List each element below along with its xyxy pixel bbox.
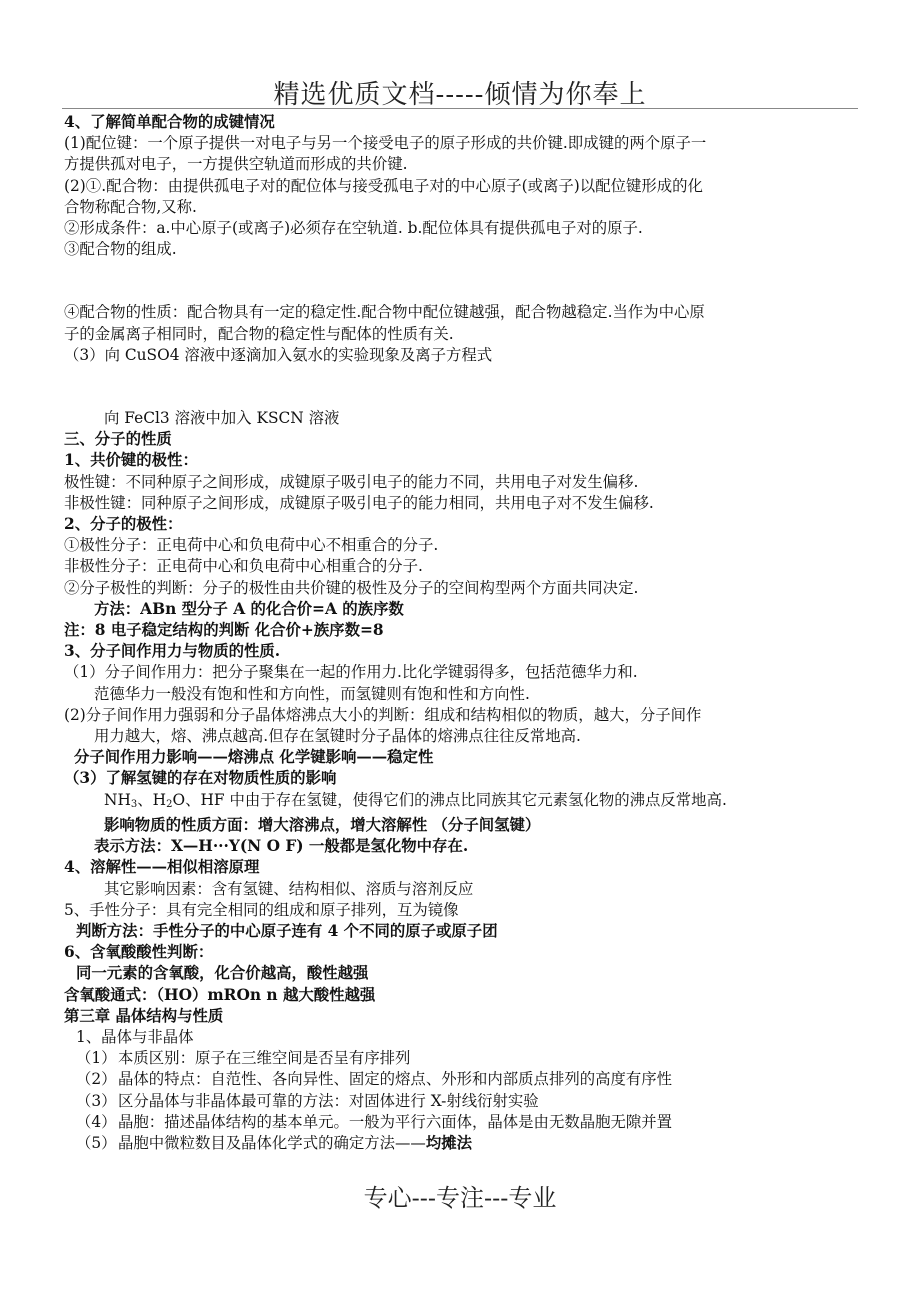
- list-number: （2）: [76, 1070, 117, 1089]
- paragraph-line: [64, 790, 854, 815]
- page-header: 精选优质文档-----倾情为你奉上: [273, 80, 647, 110]
- paragraph-line: (1)配位键：一个原子提供一对电子与另一个接受电子的原子形成的共价键.即成键的两个原子一: [64, 134, 707, 153]
- list-number: （4）: [76, 1112, 117, 1131]
- formula-text: NH: [104, 790, 131, 809]
- paragraph-line: 极性键：不同种原子之间形成，成键原子吸引电子的能力不同，共用电子对发生偏移.: [64, 472, 639, 491]
- paragraph-line: 合物称配合物,又称.: [64, 197, 197, 216]
- page-footer: 专心---专注---专业: [363, 1184, 557, 1212]
- note-line: 注：8 电子稳定结构的判断 化合价+族序数=8: [64, 621, 384, 640]
- paragraph-line: 用力越大，熔、沸点越高.但存在氢键时分子晶体的熔沸点往往反常地高.: [94, 727, 581, 746]
- list-item: [64, 1091, 854, 1112]
- paragraph-line: （1）分子间作用力：把分子聚集在一起的作用力.比化学键弱得多，包括范德华力和.: [64, 663, 638, 682]
- document-body: [64, 112, 854, 1154]
- list-text-bold: 均摊法: [425, 1133, 473, 1152]
- method-line: 方法：ABn 型分子 A 的化合价=A 的族序数: [94, 599, 404, 618]
- paragraph-line: 非极性分子：正电荷中心和负电荷中心相重合的分子.: [64, 557, 423, 576]
- section-heading: 三、分子的性质: [64, 430, 172, 449]
- paragraph-line: 向 FeCl3 溶液中加入 KSCN 溶液: [104, 409, 340, 428]
- list-text: 晶体的特点：自范性、各向异性、固定的熔点、外形和内部质点排列的高度有序性: [118, 1070, 673, 1089]
- subscript: 2: [166, 798, 173, 810]
- header-divider: [62, 108, 858, 109]
- subscript: 3: [130, 798, 138, 810]
- paragraph-line: ④配合物的性质：配合物具有一定的稳定性.配合物中配位键越强，配合物越稳定.当作为中心原: [64, 303, 705, 322]
- list-text: 晶胞：描述晶体结构的基本单元。一般为平行六面体，晶体是由无数晶胞无隙并置: [118, 1112, 673, 1131]
- summary-line: 影响物质的性质方面：增大溶沸点，增大溶解性 （分子间氢键）: [104, 815, 541, 834]
- blank-space: [64, 366, 854, 408]
- subsection-heading: 1、共价键的极性：: [64, 451, 198, 470]
- paragraph-line: ②形成条件：a.中心原子(或离子)必须存在空轨道. b.配位体具有提供孤电子对的原子.: [64, 219, 643, 238]
- paragraph-text: O、HF 中由于存在氢键，使得它们的沸点比同族其它元素氢化物的沸点反常地高.: [172, 790, 727, 809]
- summary-line: 分子间作用力影响——熔沸点 化学键影响——稳定性: [74, 748, 434, 767]
- list-number: （1）: [76, 1049, 117, 1068]
- subsection-heading: 3、分子间作用力与物质的性质.: [64, 642, 281, 661]
- method-line: 判断方法：手性分子的中心原子连有 4 个不同的原子或原子团: [76, 921, 498, 940]
- paragraph-line: (2)①.配合物：由提供孤电子对的配位体与接受孤电子对的中心原子(或离子)以配位键形成的化: [64, 176, 703, 195]
- list-text: 晶胞中微粒数目及晶体化学式的确定方法——: [118, 1133, 426, 1152]
- paragraph-line: 其它影响因素：含有氢键、结构相似、溶质与溶剂反应: [104, 879, 474, 898]
- list-text: 本质区别：原子在三维空间是否呈有序排列: [118, 1049, 411, 1068]
- blank-space: [64, 260, 854, 302]
- summary-line: 含氧酸通式：（HO）mROn n 越大酸性越强: [64, 985, 376, 1004]
- subsection-heading: 1、晶体与非晶体: [76, 1027, 194, 1046]
- paragraph-line: 范德华力一般没有饱和性和方向性，而氢键则有饱和性和方向性.: [94, 684, 530, 703]
- subsection-heading: （3）了解氢键的存在对物质性质的影响: [64, 769, 337, 788]
- chapter-heading: 第三章 晶体结构与性质: [64, 1006, 224, 1025]
- list-item: [64, 1112, 854, 1133]
- list-item: [64, 1048, 854, 1069]
- paragraph-line: ②分子极性的判断：分子的极性由共价键的极性及分子的空间构型两个方面共同决定.: [64, 578, 639, 597]
- paragraph-line: 5、手性分子：具有完全相同的组成和原子排列，互为镜像: [64, 900, 459, 919]
- list-text: 区分晶体与非晶体最可靠的方法：对固体进行 X-射线衍射实验: [118, 1091, 539, 1110]
- paragraph-line: 非极性键：同种原子之间形成，成键原子吸引电子的能力相同，共用电子对不发生偏移.: [64, 493, 654, 512]
- list-number: （3）: [76, 1091, 117, 1110]
- summary-line: 同一元素的含氧酸，化合价越高，酸性越强: [76, 964, 369, 983]
- paragraph-line: 子的金属离子相同时，配合物的稳定性与配体的性质有关.: [64, 324, 454, 343]
- summary-line: 表示方法：X—H···Y(N O F) 一般都是氢化物中存在.: [94, 837, 469, 856]
- paragraph-line: (2)分子间作用力强弱和分子晶体熔沸点大小的判断：组成和结构相似的物质，越大，分子间作: [64, 705, 702, 724]
- paragraph-line: 方提供孤对电子，一方提供空轨道而形成的共价键.: [64, 155, 408, 174]
- paragraph-line: （3）向 CuSO4 溶液中逐滴加入氨水的实验现象及离子方程式: [64, 345, 493, 364]
- subsection-heading: 6、含氧酸酸性判断：: [64, 943, 214, 962]
- subsection-heading: 2、分子的极性：: [64, 515, 183, 534]
- paragraph-line: ③配合物的组成.: [64, 240, 177, 259]
- formula-text: 、H: [137, 790, 167, 809]
- list-item: [64, 1133, 854, 1154]
- section-heading: 4、了解简单配合物的成键情况: [64, 113, 275, 131]
- subsection-heading: 4、溶解性——相似相溶原理: [64, 858, 260, 877]
- list-number: （5）: [76, 1133, 117, 1152]
- list-item: [64, 1069, 854, 1090]
- paragraph-line: ①极性分子：正电荷中心和负电荷中心不相重合的分子.: [64, 536, 439, 555]
